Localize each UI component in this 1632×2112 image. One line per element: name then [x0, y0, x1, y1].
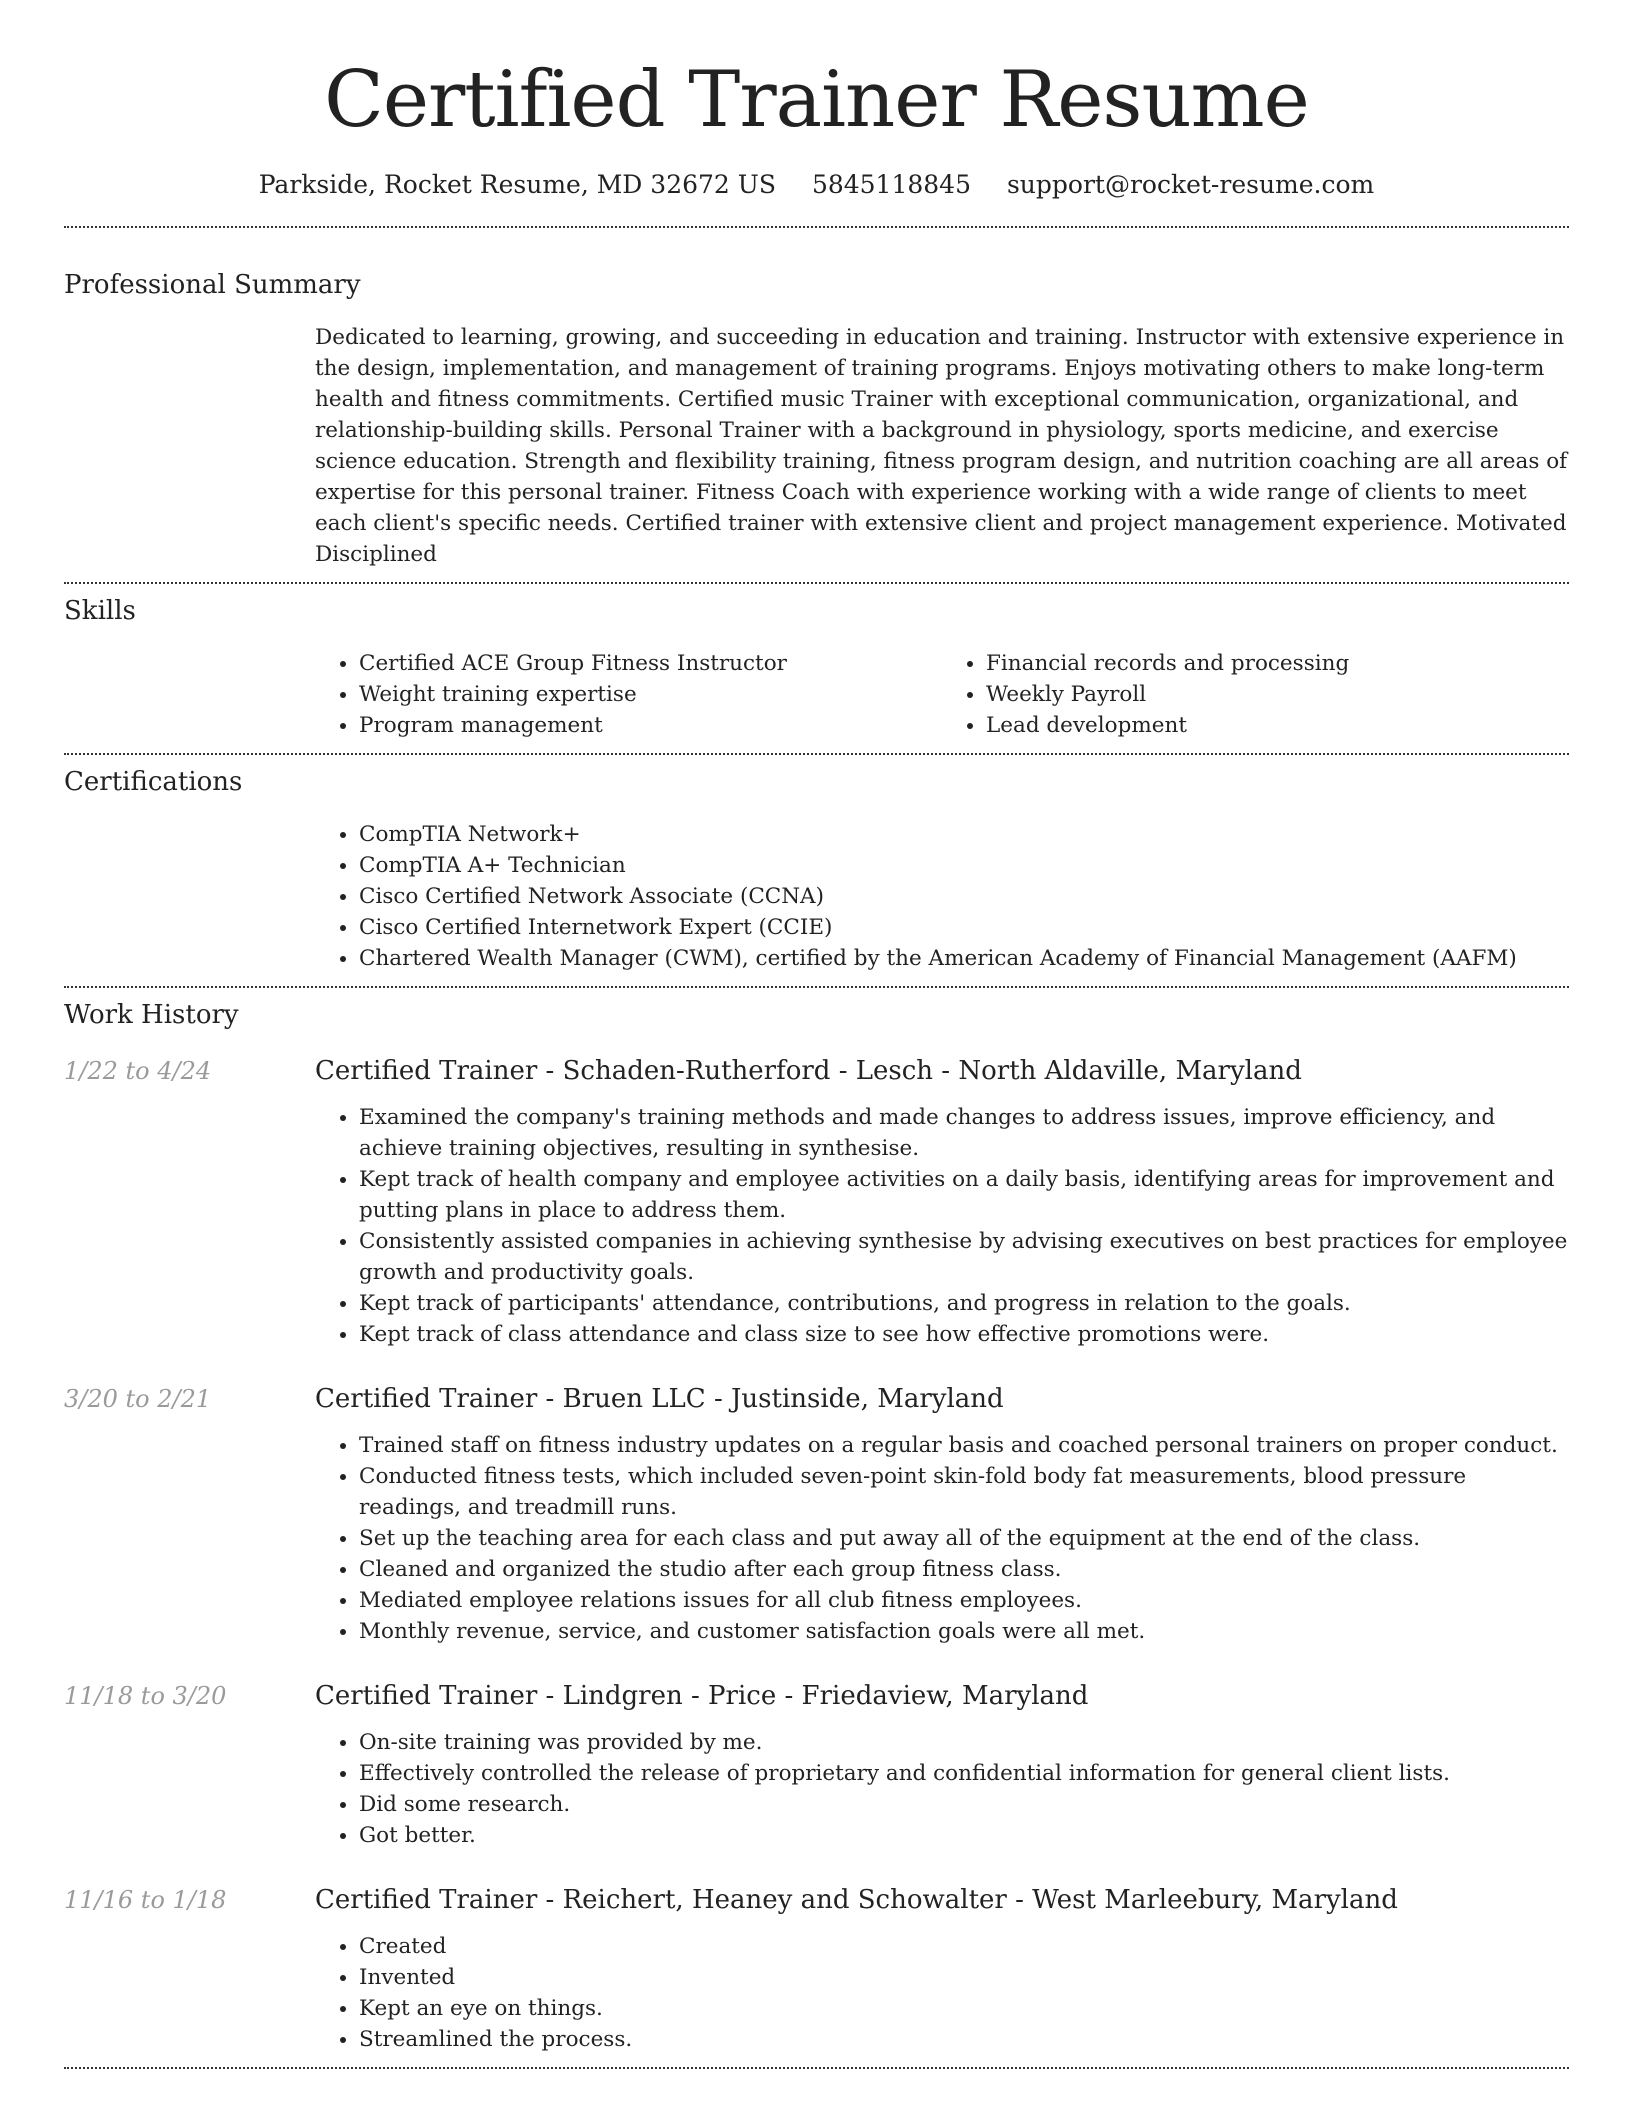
job-bullet: • Kept track of health company and employee activities on a daily basis, identifying areas for improvement and putting plans in place to address them. [359, 1164, 1569, 1226]
certifications-list [315, 819, 1569, 974]
job-title: Certified Trainer - Lindgren - Price - Friedaview, Maryland [315, 1681, 1089, 1711]
skills-column-left [315, 648, 942, 741]
job-title: Certified Trainer - Reichert, Heaney and Schowalter - West Marleebury, Maryland [315, 1885, 1398, 1915]
job-title: Certified Trainer - Schaden-Rutherford - Lesch - North Aldaville, Maryland [315, 1056, 1302, 1086]
skills-heading: Skills [64, 596, 136, 626]
job-bullet: • Invented [359, 1962, 1569, 1993]
job-bullet: • Created [359, 1931, 1569, 1962]
job-bullet: • On-site training was provided by me. [359, 1727, 1569, 1758]
work-history-heading: Work History [64, 1000, 239, 1030]
job-bullet: • Streamlined the process. [359, 2024, 1569, 2055]
skills-column-right [942, 648, 1569, 741]
job-bullet: • Monthly revenue, service, and customer satisfaction goals were all met. [359, 1616, 1569, 1647]
job-entry [64, 1679, 1569, 1851]
certifications-heading: Certifications [64, 767, 243, 797]
job-bullet: • Kept an eye on things. [359, 1993, 1569, 2024]
certification-item: • CompTIA Network+ [359, 819, 1569, 850]
job-title: Certified Trainer - Bruen LLC - Justinside, Maryland [315, 1384, 1004, 1414]
job-bullet: • Set up the teaching area for each class and put away all of the equipment at the end of the class. [359, 1523, 1569, 1554]
job-entry [64, 1382, 1569, 1647]
divider [64, 753, 1569, 755]
contact-email: support@rocket-resume.com [1006, 170, 1375, 199]
summary-heading: Professional Summary [64, 270, 361, 300]
certification-item: • Chartered Wealth Manager (CWM), certified by the American Academy of Financial Management (AAFM) [359, 943, 1569, 974]
skill-item: • Financial records and processing [986, 648, 1569, 679]
job-dates: 1/22 to 4/24 [64, 1057, 212, 1085]
job-bullet: • Mediated employee relations issues for all club fitness employees. [359, 1585, 1569, 1616]
divider [64, 226, 1569, 228]
divider [64, 986, 1569, 988]
divider [64, 2067, 1569, 2069]
job-bullet: • Kept track of participants' attendance, contributions, and progress in relation to the goals. [359, 1288, 1569, 1319]
contact-address: Parkside, Rocket Resume, MD 32672 US [258, 170, 776, 199]
job-dates: 11/18 to 3/20 [64, 1682, 227, 1710]
job-bullet: • Got better. [359, 1820, 1569, 1851]
summary-text: Dedicated to learning, growing, and succeeding in education and training. Instructor with extensive experience in the design, implementation, and management of training programs. Enjoys motivating others to make long-term health and fitness commitments. Certified music Trainer with exceptional communication, organizational, and relationship-building skills. Personal Trainer with a background in physiology, sports medicine, and exercise science education. Strength and flexibility training, fitness program design, and nutrition coaching are all areas of expertise for this personal trainer. Fitness Coach with experience working with a wide range of clients to meet each client's specific needs. Certified trainer with extensive client and project management experience. Motivated Disciplined [315, 325, 1568, 567]
divider [64, 582, 1569, 584]
skills-list [315, 648, 1569, 741]
job-bullet: • Conducted fitness tests, which included seven-point skin-fold body fat measurements, blood pressure readings, and treadmill runs. [359, 1461, 1569, 1523]
job-entry [64, 1054, 1569, 1350]
contact-line [64, 168, 1569, 202]
job-bullet: • Consistently assisted companies in achieving synthesise by advising executives on best practices for employee growth and productivity goals. [359, 1226, 1569, 1288]
job-dates: 11/16 to 1/18 [64, 1886, 227, 1914]
job-entry [64, 1883, 1569, 2055]
job-bullet: • Examined the company's training methods and made changes to address issues, improve efficiency, and achieve training objectives, resulting in synthesise. [359, 1102, 1569, 1164]
skill-item: • Certified ACE Group Fitness Instructor [359, 648, 942, 679]
job-dates: 3/20 to 2/21 [64, 1385, 212, 1413]
certification-item: • Cisco Certified Internetwork Expert (CCIE) [359, 912, 1569, 943]
skill-item: • Weight training expertise [359, 679, 942, 710]
contact-phone: 5845118845 [811, 170, 971, 199]
resume-page [64, 0, 1569, 2069]
skill-item: • Program management [359, 710, 942, 741]
skill-item: • Weekly Payroll [986, 679, 1569, 710]
certification-item: • CompTIA A+ Technician [359, 850, 1569, 881]
resume-title: Certified Trainer Resume [324, 55, 1309, 145]
job-bullet: • Did some research. [359, 1789, 1569, 1820]
job-bullet: • Trained staff on fitness industry updates on a regular basis and coached personal trainers on proper conduct. [359, 1430, 1569, 1461]
job-bullet: • Kept track of class attendance and class size to see how effective promotions were. [359, 1319, 1569, 1350]
job-bullet: • Effectively controlled the release of proprietary and confidential information for general client lists. [359, 1758, 1569, 1789]
skill-item: • Lead development [986, 710, 1569, 741]
certification-item: • Cisco Certified Network Associate (CCNA) [359, 881, 1569, 912]
job-bullet: • Cleaned and organized the studio after each group fitness class. [359, 1554, 1569, 1585]
